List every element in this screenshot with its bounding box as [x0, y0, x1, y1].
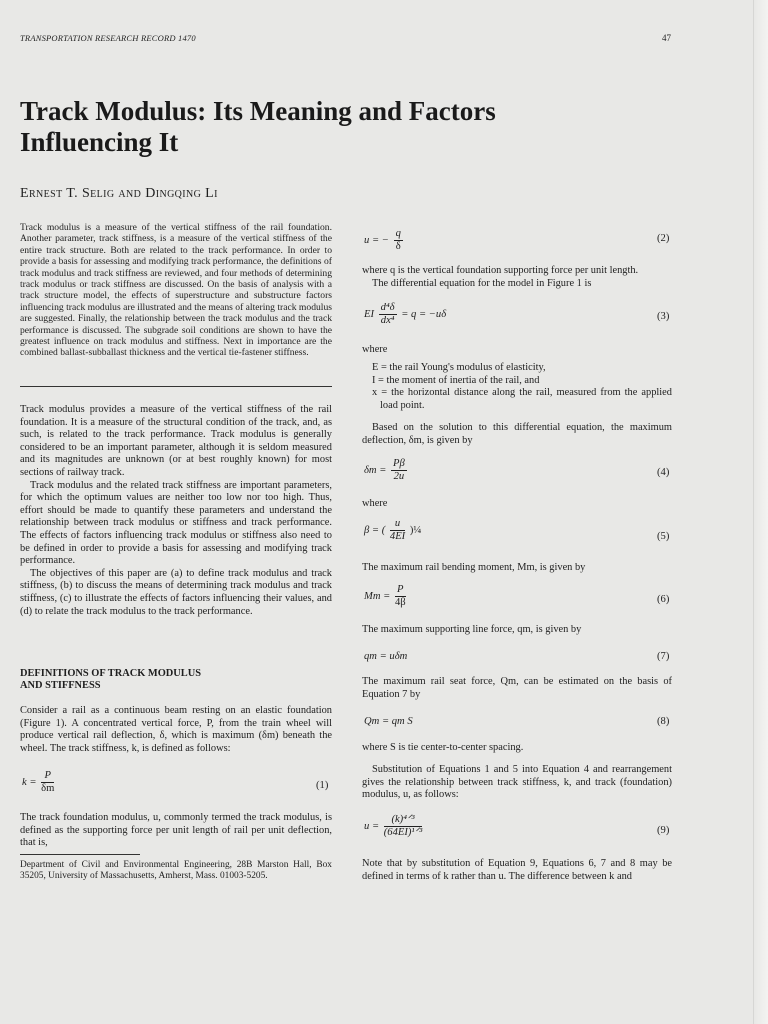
eq-denominator: dx⁴	[380, 315, 395, 326]
eq-lhs: k =	[22, 776, 37, 788]
eq-rhs: )¼	[409, 524, 422, 536]
eq-denominator: δm	[41, 783, 55, 794]
equation-2	[364, 228, 405, 253]
eq-numerator: Pβ	[393, 458, 405, 469]
eq-numerator: P	[395, 584, 406, 597]
intro-paragraph: Track modulus and the related track stiffness are important parameters, for which the optimum values are neither too low nor too high. Thus, effort should be made to quantify these parameters and understand the relationship between track modulus or stiffness and track performance. The effects of factors influencing track modulus or stiffness also need to be defined in order to provide a basis for assessing and modifying track performance.	[20, 479, 332, 567]
eq-lhs: δm =	[364, 464, 387, 476]
eq-rhs: = q = −uδ	[401, 308, 447, 320]
variable-definitions	[370, 362, 672, 412]
intro-paragraph: Track modulus provides a measure of the vertical stiffness of the rail foundation. It is a measure of the structural condition of the track, and, as such, is related to the track performance. Track modulus is generally considered to be an important parameter, although it is seldom measured and its magnitudes are unknown (or at best roughly known) for most sections of railway track.	[20, 404, 332, 478]
right-paragraph: The maximum rail seat force, Qm, can be estimated on the basis of Equation 7 by	[362, 676, 672, 700]
equation-number: (8)	[657, 716, 670, 727]
equation-7: qm = uδm	[364, 651, 408, 662]
equation-4	[364, 458, 409, 483]
eq-lhs: EI	[364, 308, 374, 320]
eq-denominator: δ	[395, 241, 401, 252]
intro-section	[20, 404, 332, 618]
footnote-divider	[20, 854, 140, 855]
eq-numerator: q	[395, 228, 401, 239]
eq-numerator: u	[390, 518, 405, 531]
equation-8: Qm = qm S	[364, 716, 413, 727]
authors: Ernest T. Selig and Dingqing Li	[20, 186, 218, 201]
right-paragraph: Substitution of Equations 1 and 5 into Equation 4 and rearrangement gives the relationship between track stiffness, k, and track (foundation) modulus, u, as follows:	[362, 764, 672, 801]
definition-item: E = the rail Young's modulus of elasticity,	[372, 362, 546, 373]
equation-9	[364, 814, 424, 839]
right-paragraph	[362, 265, 672, 290]
abstract-divider	[20, 386, 332, 387]
equation-6	[364, 584, 408, 609]
definitions-paragraph: Consider a rail as a continuous beam resting on an elastic foundation (Figure 1). A concentrated vertical force, P, from the train wheel will produce vertical rail deflection, δ, which is maximum (δm) beneath the wheel. The track stiffness, k, is defined as follows:	[20, 705, 332, 754]
eq-lhs: u =	[364, 820, 380, 832]
right-paragraph: The maximum rail bending moment, Mm, is given by	[362, 562, 586, 573]
right-paragraph: Note that by substitution of Equation 9, Equations 6, 7 and 8 may be defined in terms of k rather than u. The difference between k and	[362, 858, 672, 882]
definition-item: x = the horizontal distance along the rail, measured from the applied load point.	[372, 387, 672, 411]
eq-fraction	[41, 770, 54, 795]
section-heading-line: AND STIFFNESS	[20, 680, 101, 691]
intro-paragraph: The objectives of this paper are (a) to define track modulus and track stiffness, (b) to discuss the means of determining track modulus and track stiffness, (c) to illustrate the effects of factors influencing their values, and (d) to relate the track modulus to the track performance.	[20, 567, 332, 617]
text-line: The differential equation for the model in Figure 1 is	[372, 277, 592, 289]
title-line-1: Track Modulus: Its Meaning and Factors	[20, 96, 496, 126]
title-line-2: Influencing It	[20, 127, 179, 157]
equation-3	[364, 302, 446, 327]
equation-1	[22, 770, 56, 795]
right-paragraph: Based on the solution to this differential equation, the maximum deflection, δm, is given by	[362, 422, 672, 446]
equation-number: (4)	[657, 467, 670, 478]
equation-number: (1)	[316, 780, 329, 791]
eq-lhs: u = −	[364, 234, 389, 246]
equation-number: (5)	[657, 531, 670, 542]
journal-header: TRANSPORTATION RESEARCH RECORD 1470	[20, 33, 196, 43]
definition-item: I = the moment of inertia of the rail, and	[372, 374, 540, 386]
eq-fraction	[379, 302, 397, 327]
section-heading	[20, 668, 332, 692]
equation-number: (3)	[657, 311, 670, 322]
eq-lhs: Mm =	[364, 590, 391, 602]
equation-number: (7)	[657, 651, 670, 662]
paper-title	[20, 96, 660, 158]
page-number: 47	[662, 33, 671, 43]
right-paragraph: where S is tie center-to-center spacing.	[362, 742, 524, 753]
page-edge	[753, 0, 768, 1024]
eq-numerator: P	[41, 770, 54, 783]
equation-number: (9)	[657, 825, 670, 836]
eq-denominator: 4EI	[389, 531, 406, 542]
eq-fraction	[384, 814, 423, 839]
where-label: where	[362, 498, 388, 509]
equation-5	[364, 518, 421, 543]
eq-lhs: β = (	[364, 524, 386, 536]
eq-denominator: (64EI)¹ᐟ³	[383, 827, 423, 838]
eq-denominator: 4β	[394, 597, 406, 608]
eq-fraction	[391, 458, 407, 483]
affiliation-footnote: Department of Civil and Environmental Engineering, 28B Marston Hall, Box 35205, University of Massachusetts, Amherst, Mass. 01003-5205.	[20, 860, 332, 882]
eq-fraction	[390, 518, 405, 543]
where-label: where	[362, 344, 388, 355]
modulus-paragraph: The track foundation modulus, u, commonly termed the track modulus, is defined as the supporting force per unit length of rail per unit deflection, that is,	[20, 812, 332, 849]
eq-numerator: d⁴δ	[380, 302, 395, 313]
eq-numerator: (k)⁴ᐟ³	[384, 814, 423, 827]
eq-denominator: 2u	[393, 471, 405, 482]
eq-fraction	[395, 584, 406, 609]
equation-number: (6)	[657, 594, 670, 605]
eq-fraction	[394, 228, 403, 253]
right-paragraph: The maximum supporting line force, qm, is given by	[362, 624, 582, 635]
section-heading-line: DEFINITIONS OF TRACK MODULUS	[20, 668, 201, 679]
equation-number: (2)	[657, 233, 670, 244]
abstract: Track modulus is a measure of the vertical stiffness of the rail foundation. Another parameter, track stiffness, is a measure of the vertical stiffness of the entire track structure. Both are related to the track performance. In order to provide a basis for assessing and modifying track performance, the definitions of track modulus and track stiffness are reviewed, and four methods of determining track modulus or track stiffness are discussed. On the basis of analysis with a track structure model, the effects of superstructure and substructure factors influencing track modulus are illustrated and the means of altering track modulus are suggested. Finally, the relationship between the track modulus and the track performance is discussed. The subgrade soil conditions are shown to have the greatest influence on track modulus and stiffness. Next in importance are the combined ballast-subballast thickness and the vertical tie-fastener stiffness.	[20, 222, 332, 359]
text-line: where q is the vertical foundation supporting force per unit length.	[362, 265, 639, 276]
